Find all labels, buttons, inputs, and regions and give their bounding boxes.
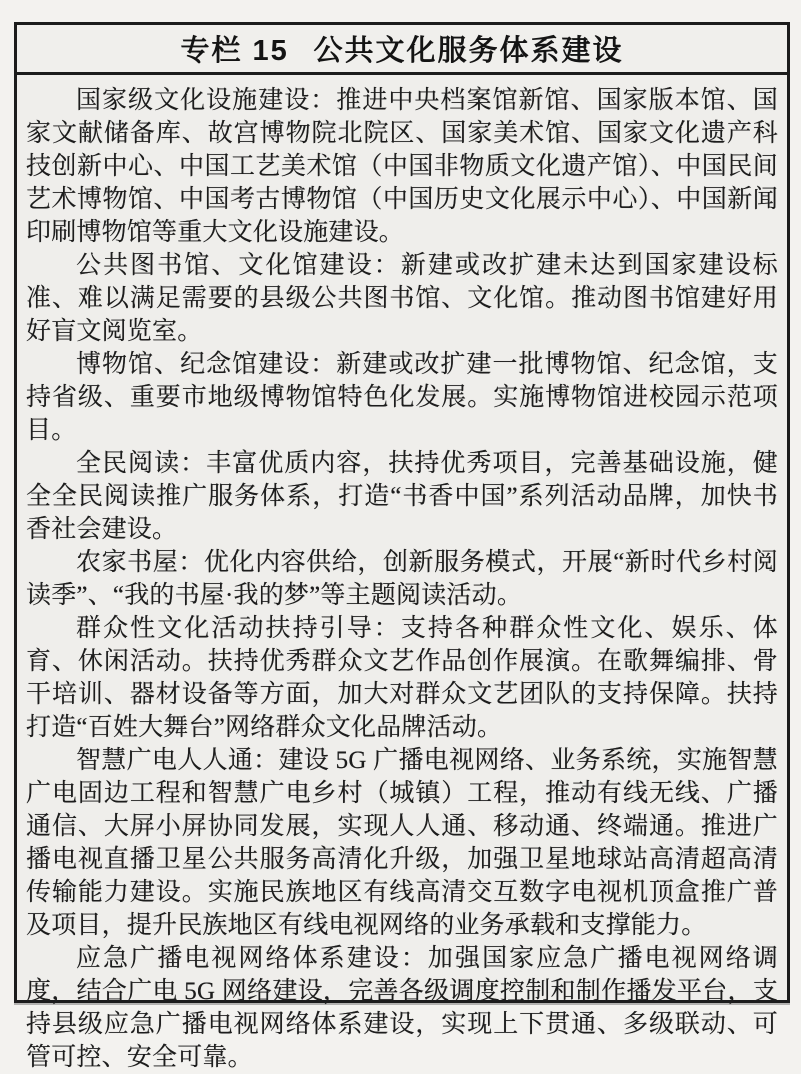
- column-title-bar: [17, 25, 787, 75]
- paragraph-museums: 博物馆、纪念馆建设：新建或改扩建一批博物馆、纪念馆，支持省级、重要市地级博物馆特色化发展。实施博物馆进校园示范项目。: [26, 351, 778, 444]
- paragraph-rural-bookhouses: 农家书屋：优化内容供给，创新服务模式，开展“新时代乡村阅读季”、“我的书屋·我的梦”等主题阅读活动。: [26, 549, 778, 609]
- column-box: [14, 22, 790, 1071]
- column-title: 公共文化服务体系建设: [313, 35, 624, 67]
- column-body: [17, 75, 787, 1074]
- paragraph-libraries: 公共图书馆、文化馆建设：新建或改扩建未达到国家建设标准、难以满足需要的县级公共图书馆、文化馆。推动图书馆建好用好盲文阅览室。: [26, 252, 778, 345]
- column-number: 专栏 15: [180, 35, 289, 67]
- paragraph-national-reading: 全民阅读：丰富优质内容，扶持优秀项目，完善基础设施，健全全民阅读推广服务体系，打造“书香中国”系列活动品牌，加快书香社会建设。: [26, 450, 778, 543]
- paragraph-smart-broadcasting: 智慧广电人人通：建设 5G 广播电视网络、业务系统，实施智慧广电固边工程和智慧广电乡村（城镇）工程，推动有线无线、广播通信、大屏小屏协同发展，实现人人通、移动通、终端通。推进广播电视直播卫星公共服务高清化升级，加强卫星地球站高清超高清传输能力建设。实施民族地区有线高清交互数字电视机顶盒推广普及项目，提升民族地区有线电视网络的业务承载和支撑能力。: [26, 747, 778, 939]
- paragraph-emergency-broadcast: 应急广播电视网络体系建设：加强国家应急广播电视网络调度，结合广电 5G 网络建设，完善各级调度控制和制作播发平台，支持县级应急广播电视网络体系建设，实现上下贯通、多级联动、可管可控、安全可靠。: [26, 945, 778, 1071]
- paragraph-mass-culture: 群众性文化活动扶持引导：支持各种群众性文化、娱乐、体育、休闲活动。扶持优秀群众文艺作品创作展演。在歌舞编排、骨干培训、器材设备等方面，加大对群众文艺团队的支持保障。扶持打造“百姓大舞台”网络群众文化品牌活动。: [26, 615, 778, 741]
- paragraph-national-facilities: 国家级文化设施建设：推进中央档案馆新馆、国家版本馆、国家文献储备库、故宫博物院北院区、国家美术馆、国家文化遗产科技创新中心、中国工艺美术馆（中国非物质文化遗产馆）、中国民间艺术博物馆、中国考古博物馆（中国历史文化展示中心）、中国新闻印刷博物馆等重大文化设施建设。: [26, 87, 778, 246]
